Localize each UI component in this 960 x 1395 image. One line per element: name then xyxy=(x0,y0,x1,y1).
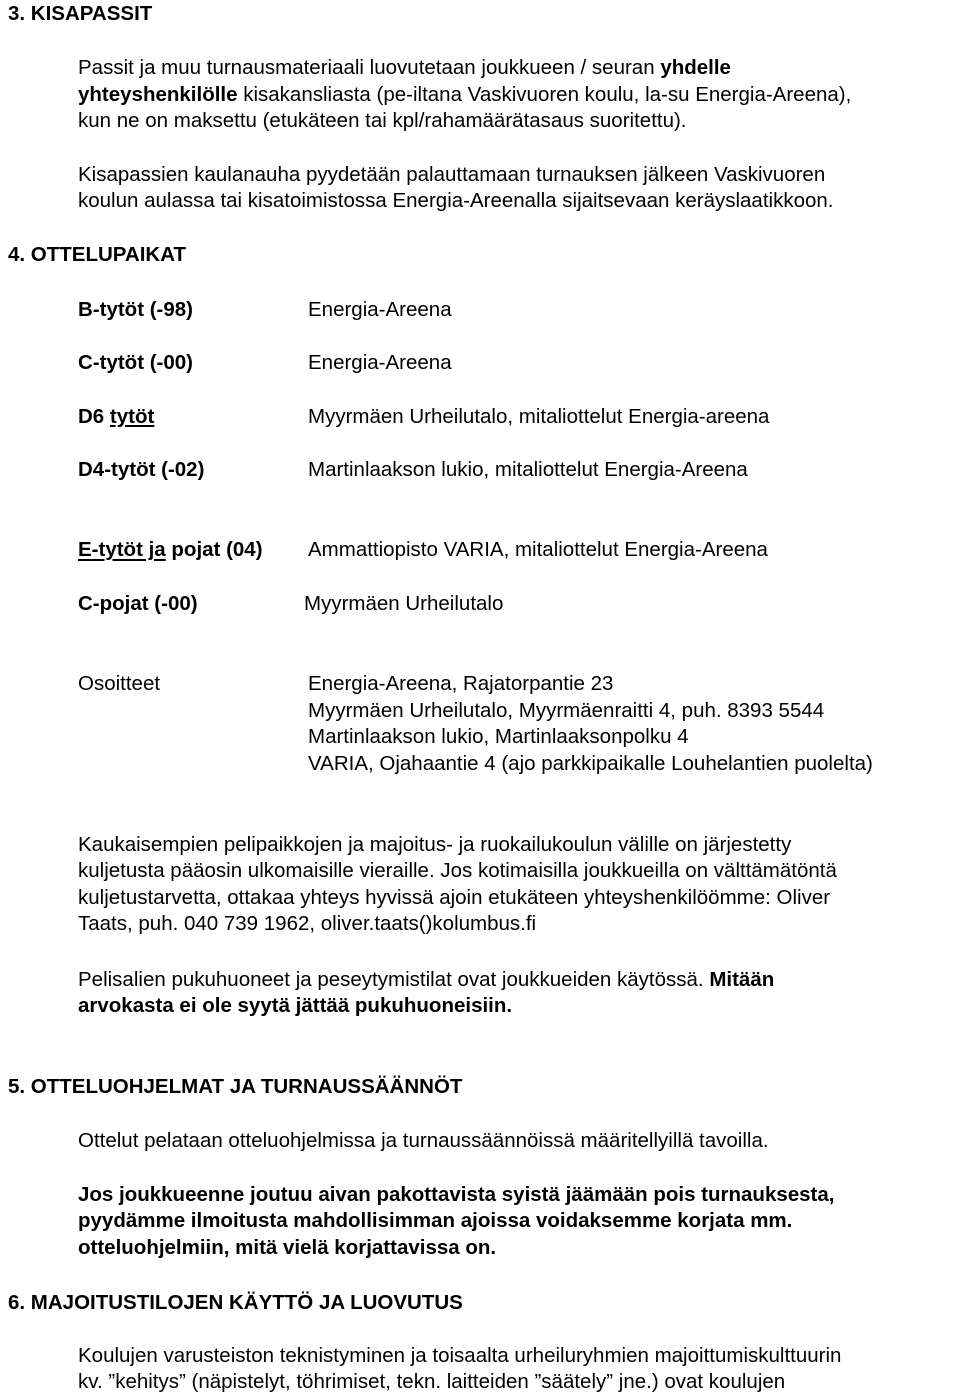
section-6-line: kv. ”kehitys” (näpistelyt, töhrimiset, tekn. laitteiden ”säätely” jne.) ovat koulujen xyxy=(78,1370,786,1393)
address-line: Myyrmäen Urheilutalo, Myyrmäenraitti 4, puh. 8393 5544 xyxy=(308,699,825,722)
team-label: D4-tytöt (-02) xyxy=(78,458,205,481)
team-label: C-pojat (-00) xyxy=(78,592,198,615)
team-label xyxy=(78,404,154,430)
section-6-heading: 6. MAJOITUSTILOJEN KÄYTTÖ JA LUOVUTUS xyxy=(8,1291,463,1314)
transport-line: kuljetusta pääosin ulkomaisille vieraille. Jos kotimaisilla joukkueilla on välttämätöntä xyxy=(78,859,837,882)
text-span: Passit ja muu turnausmateriaali luovutetaan joukkueen / seuran xyxy=(78,56,661,79)
address-line: Energia-Areena, Rajatorpantie 23 xyxy=(308,672,614,695)
bold-text: Mitään xyxy=(709,968,775,991)
transport-line: kuljetustarvetta, ottakaa yhteys hyvissä ajoin etukäteen yhteyshenkilöömme: Oliver xyxy=(78,886,831,909)
text-span: kisakansliasta (pe-iltana Vaskivuoren koulu, la-su Energia-Areena), xyxy=(237,83,852,106)
section-5-paragraph-1: Ottelut pelataan otteluohjelmissa ja turnaussäännöissä määritellyillä tavoilla. xyxy=(78,1129,769,1152)
section-6-line: Koulujen varusteiston teknistyminen ja toisaalta urheiluryhmien majoittumiskulttuurin xyxy=(78,1344,842,1367)
team-label xyxy=(78,537,263,563)
section-3-paragraph-1-line-1 xyxy=(78,55,731,81)
transport-line: Kaukaisempien pelipaikkojen ja majoitus- ja ruokailukoulun välille on järjestetty xyxy=(78,833,792,856)
underlined-text: tytöt xyxy=(109,405,155,428)
address-line: Martinlaakson lukio, Martinlaaksonpolku 4 xyxy=(308,725,689,748)
section-3-heading: 3. KISAPASSIT xyxy=(8,2,153,25)
text-span: D6 xyxy=(78,405,110,428)
section-5-bold-line: Jos joukkueenne joutuu aivan pakottavista syistä jäämään pois turnauksesta, xyxy=(78,1183,835,1206)
section-3-paragraph-2-line-2: koulun aulassa tai kisatoimistossa Energia-Areenalla sijaitsevaan keräyslaatikkoon. xyxy=(78,189,834,212)
section-3-paragraph-1-line-2 xyxy=(78,82,851,108)
text-span: Pelisalien pukuhuoneet ja peseytymistilat ovat joukkueiden käytössä. xyxy=(78,968,710,991)
bold-text: yhteyshenkilölle xyxy=(78,83,238,106)
section-3-paragraph-1-line-3: kun ne on maksettu (etukäteen tai kpl/rahamäärätasaus suoritettu). xyxy=(78,109,687,132)
team-label: C-tytöt (-00) xyxy=(78,351,194,374)
venue-text: Energia-Areena xyxy=(308,298,452,321)
section-5-bold-line: otteluohjelmiin, mitä vielä korjattavissa on. xyxy=(78,1236,497,1259)
locker-room-line-1 xyxy=(78,967,774,993)
transport-line: Taats, puh. 040 739 1962, oliver.taats()kolumbus.fi xyxy=(78,912,537,935)
bold-text: yhdelle xyxy=(660,56,731,79)
locker-room-line-2: arvokasta ei ole syytä jättää pukuhuoneisiin. xyxy=(78,994,513,1017)
section-5-bold-line: pyydämme ilmoitusta mahdollisimman ajoissa voidaksemme korjata mm. xyxy=(78,1209,793,1232)
venue-text: Martinlaakson lukio, mitaliottelut Energia-Areena xyxy=(308,458,748,481)
underlined-text: E-tytöt ja xyxy=(78,538,166,561)
team-label: B-tytöt (-98) xyxy=(78,298,194,321)
venue-text: Myyrmäen Urheilutalo xyxy=(304,592,504,615)
section-5-heading: 5. OTTELUOHJELMAT JA TURNAUSSÄÄNNÖT xyxy=(8,1075,463,1098)
section-4-heading: 4. OTTELUPAIKAT xyxy=(8,243,187,266)
venue-text: Myyrmäen Urheilutalo, mitaliottelut Energia-areena xyxy=(308,405,770,428)
addresses-label: Osoitteet xyxy=(78,672,161,695)
text-span: pojat (04) xyxy=(171,538,263,561)
venue-text: Energia-Areena xyxy=(308,351,452,374)
venue-text: Ammattiopisto VARIA, mitaliottelut Energia-Areena xyxy=(308,538,768,561)
address-line: VARIA, Ojahaantie 4 (ajo parkkipaikalle Louhelantien puolelta) xyxy=(308,752,873,775)
section-3-paragraph-2-line-1: Kisapassien kaulanauha pyydetään palauttamaan turnauksen jälkeen Vaskivuoren xyxy=(78,163,826,186)
